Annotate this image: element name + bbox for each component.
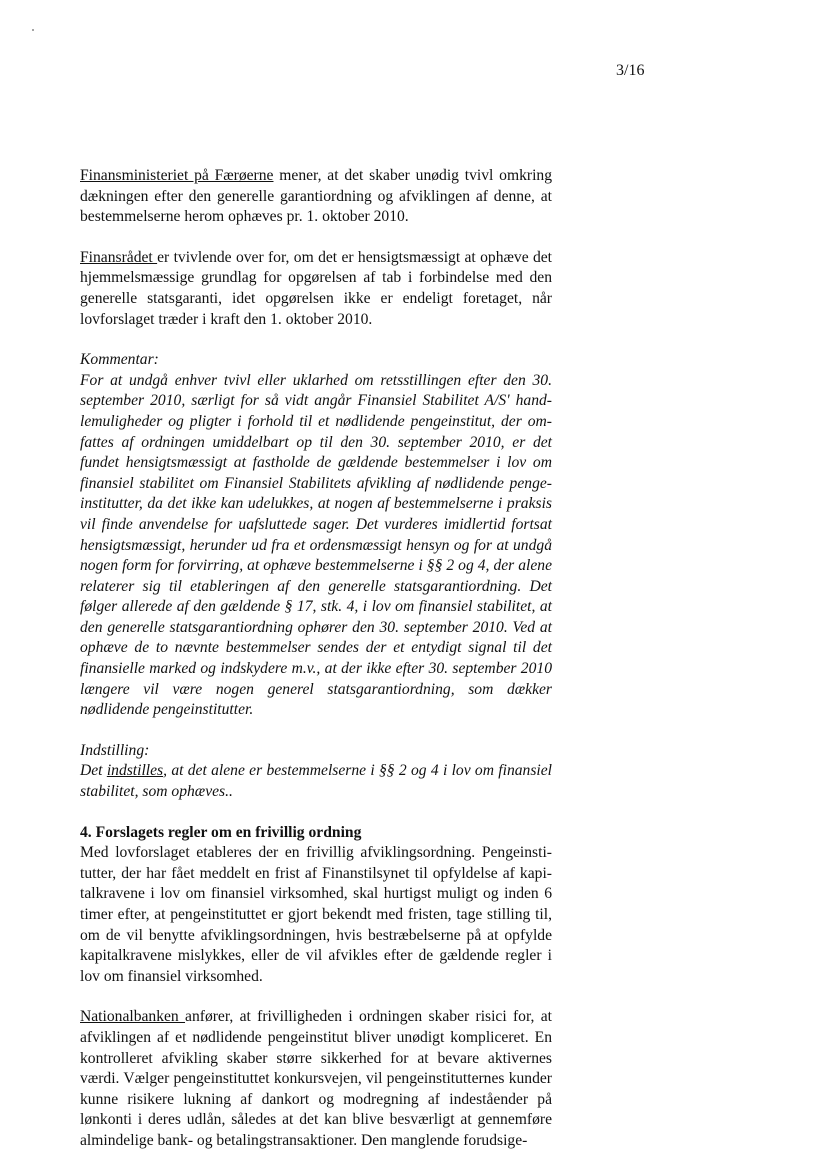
kommentar-text: For at undgå enhver tvivl eller uklarhed om retsstillingen efter den 30. september 2010, særligt for så vidt angår Finansiel Stabilitet A/S' handlemuligheder og pligter i forhold til et nødlidende pengeinstitut, der omfattes af ordningen umiddelbart op til den 30. september 2010, er det fundet hensigtsmæssigt at fastholde de gældende bestemmelser i lov om finansiel stabilitet om Finansiel Stabilitets afvikling af nødlidende pengeinstitutter, da det ikke kan udelukkes, at nogen af bestemmelserne i praksis vil finde anvendelse for uafsluttede sager. Det vurderes imidlertid fortsat hensigtsmæssigt, herunder ud fra et ordensmæssigt hensyn og for at undgå nogen form for forvirring, at ophæve bestemmelserne i §§ 2 og 4, der alene relaterer sig til etableringen af den generelle statsgarantiordning. Det følger allerede af den gældende § 17, stk. 4, i lov om finansiel stabilitet, at den generelle statsgarantiordning ophører den 30. september 2010. Ved at ophæve de to nævnte bestemmelser sendes der et entydigt signal til det finansielle marked og indskydere m.v., at der ikke efter 30. september 2010 længere vil være nogen generel statsgarantiordning, som dækker nødlidende pengeinstitutter. xyxy=(80,371,552,719)
scan-speck xyxy=(32,29,34,31)
paragraph-nationalbanken xyxy=(80,1007,552,1151)
kommentar-heading: Kommentar: xyxy=(80,351,159,369)
document-body xyxy=(80,166,552,1152)
paragraph-text: anfører, at frivilligheden i ordningen skaber risici for, at afviklingen af et nødlidende pengeinstitut bliver unødigt kompliceret. En kontrolleret afvikling skaber større sikkerhed for at bevare aktivernes værdi. Vælger pengeinstituttet konkursvejen, vil pengeinstitutternes kunder kunne risikere lukning af dankort og modregning af indeståender på lønkonti i deres udlån, således at det kan blive besværligt at gennemføre almindelige bank- og betalingstransaktioner. Den manglende forudsige- xyxy=(80,1008,552,1149)
indstilling-underlined: indstilles xyxy=(106,762,164,780)
paragraph-text: er tvivlende over for, om det er hensigtsmæssigt at ophæve det hjemmelsmæssige grundlag for opgørelsen af tab i forbindelse med den generelle statsgaranti, idet opgørelsen ikke er endeligt foretaget, når lovforslaget træder i kraft den 1. oktober 2010. xyxy=(80,248,553,328)
paragraph-finansministeriet xyxy=(80,166,552,228)
entity-nationalbanken: Nationalbanken xyxy=(80,1008,186,1026)
section-4-text: Med lovforslaget etableres der en frivillig afviklingsordning. Pengeinstitutter, der har fået meddelt en frist af Finanstilsynet til opfyldelse af kapitalkravene i lov om finansiel virksomhed, skal hurtigst muligt og inden 6 timer efter, at pengeinstituttet er gjort bekendt med fristen, tage stilling til, om de vil benytte afviklingsordningen, hvis bestræbelserne på at opfylde kapitalkravene mislykkes, eller de vil afvikles efter de gældende regler i lov om finansiel virksomhed. xyxy=(80,844,552,985)
indstilling-heading: Indstilling: xyxy=(80,741,150,759)
indstilling-text xyxy=(80,761,552,802)
entity-finansministeriet: Finansministeriet på Færøerne xyxy=(80,167,274,184)
indstilling-post: , at det alene er bestemmelserne i §§ 2 og 4 i lov om finansiel stabilitet, som ophæves.. xyxy=(80,762,552,801)
indstilling-pre: Det xyxy=(80,762,107,780)
entity-finansraadet: Finansrådet xyxy=(80,248,158,266)
page-number: 3/16 xyxy=(616,62,645,79)
paragraph-text: mener, at det skaber unødig tvivl omkring dækningen efter den generelle garantiordning og afviklingen af denne, at bestemmelserne herom ophæves pr. 1. oktober 2010. xyxy=(80,167,552,226)
paragraph-finansraadet xyxy=(80,248,552,330)
section-4-heading: 4. Forslagets regler om en frivillig ordning xyxy=(80,823,362,841)
